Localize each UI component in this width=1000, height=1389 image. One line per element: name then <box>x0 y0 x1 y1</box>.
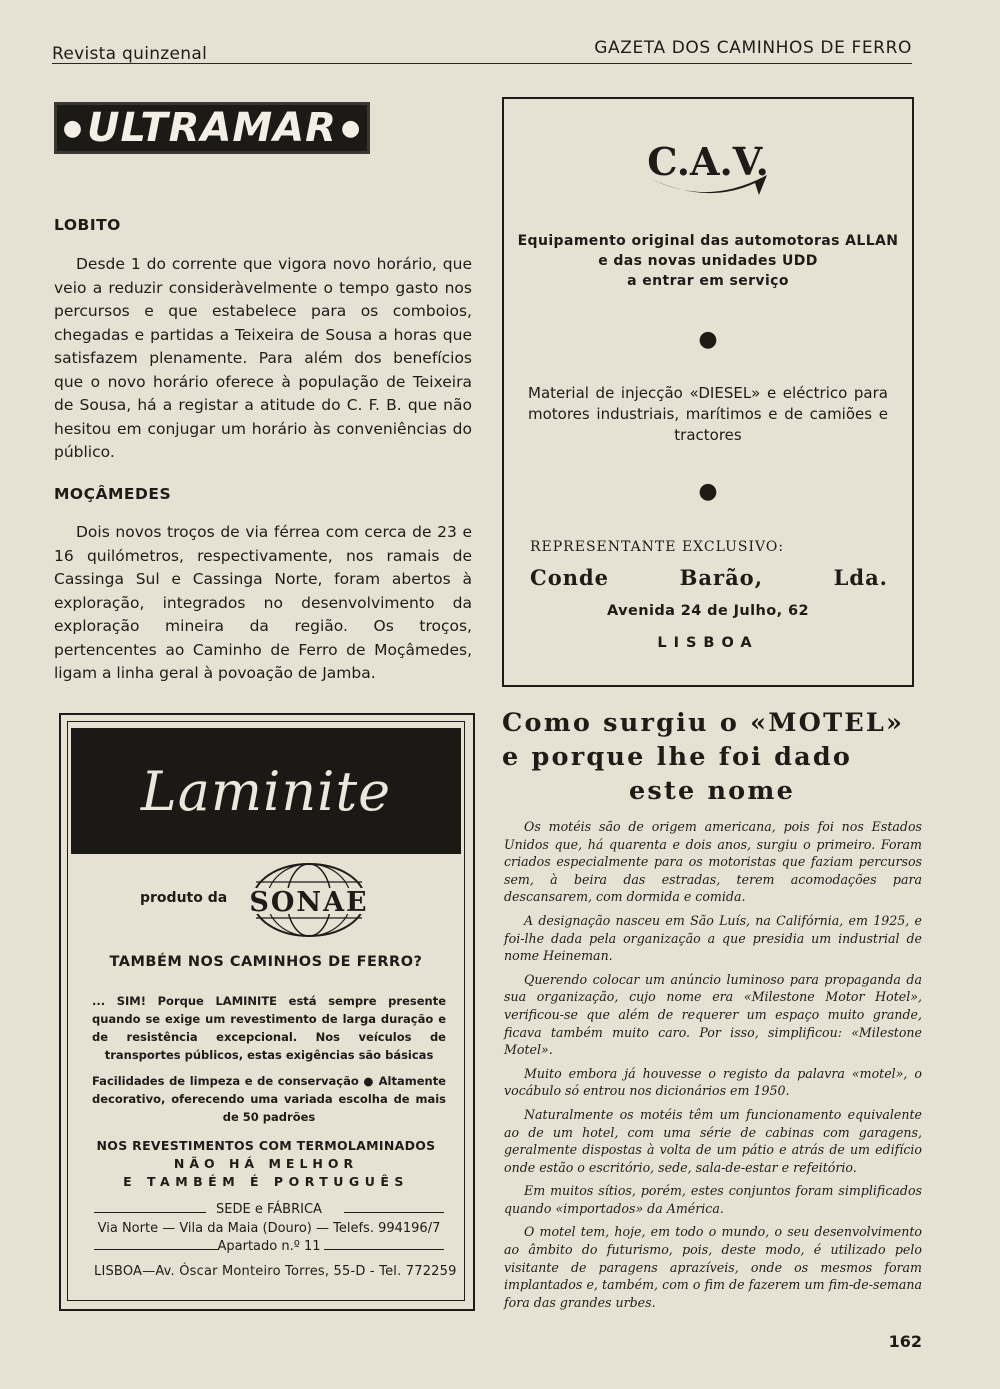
motel-article-body <box>504 818 922 1317</box>
via-norte-address: Via Norte — Vila da Maia (Douro) — Telefs. 994196/7 <box>97 1221 441 1236</box>
nos-revestimentos: NOS REVESTIMENTOS COM TERMOLAMINADOS <box>96 1138 436 1153</box>
sonae-logo-text: SONAE <box>249 887 369 918</box>
cav-logo-icon <box>643 135 773 199</box>
rep-label: REPRESENTANTE EXCLUSIVO: <box>530 539 785 555</box>
motel-paragraph: Os motéis são de origem americana, pois foi nos Estados Unidos que, há quarenta e dois anos, surgiu o primeiro. Foram criados especialmente para os motoristas que faziam percursos sem, à beira das estradas, terem acomodações para descansarem, com dormida e comida. <box>504 819 922 905</box>
lobito-article <box>54 253 472 465</box>
laminite-advertisement <box>59 713 475 1311</box>
nao-ha-melhor: NÃO HÁ MELHOR <box>173 1156 359 1171</box>
apartado: Apartado n.º 11 <box>217 1239 321 1254</box>
bullet-icon: ● <box>62 115 84 141</box>
header-rule <box>52 63 912 64</box>
mocamedes-article <box>54 521 472 686</box>
ultramar-banner-label: ULTRAMAR <box>87 105 337 151</box>
company-word: Lda. <box>833 565 888 590</box>
cav-address: Avenida 24 de Julho, 62 <box>607 603 809 619</box>
laminite-banner <box>71 728 461 854</box>
motel-title-line3: este nome <box>628 776 795 806</box>
cav-advertisement <box>502 97 914 687</box>
ultramar-banner <box>54 102 370 154</box>
company-word: Conde <box>530 565 610 590</box>
motel-title-line1: Como surgiu o «MOTEL» <box>502 708 905 738</box>
company-name <box>530 565 888 590</box>
bullet-icon: ● <box>340 115 362 141</box>
lobito-heading: LOBITO <box>54 216 121 234</box>
page-number: 162 <box>888 1332 922 1351</box>
motel-paragraph: A designação nasceu em São Luís, na Califórnia, em 1925, e foi-lhe dada pela organização a que presidia um industrial de nome Heineman. <box>504 912 922 964</box>
cav-city: LISBOA <box>657 635 759 651</box>
lobito-text: Desde 1 do corrente que vigora novo horário, que veio a reduzir consideràvelmente o tempo gasto nos percursos e que estabelece para os comboios, chegadas e partidas a Teixeira de Sousa a horas que satisfazem plenamente. Para além dos benefícios que o novo horário oferece à população de Teixeira de Sousa, há a registar a atitude do C. F. B. que não hesitou em conjugar um horário às conveniências do público. <box>54 255 472 461</box>
cav-line3: a entrar em serviço <box>627 273 789 289</box>
cav-logo-text: C.A.V. <box>647 139 769 184</box>
motel-title <box>502 706 922 808</box>
motel-title-line2: e porque lhe foi dado <box>502 742 853 772</box>
cav-logo-sub: LIMITED <box>709 182 737 189</box>
company-word: Barão, <box>679 565 764 590</box>
lisboa-address: LISBOA—Av. Óscar Monteiro Torres, 55-D - Tel. 772259 <box>94 1264 457 1279</box>
motel-paragraph: Muito embora já houvesse o registo da palavra «motel», o vocábulo só entrou nos dicionários em 1950. <box>504 1065 922 1099</box>
header-left: Revista quinzenal <box>52 44 208 64</box>
laminite-brand: Laminite <box>140 759 392 823</box>
sonae-logo <box>224 860 394 940</box>
mocamedes-text: Dois novos troços de via férrea com cerca de 23 e 16 quilómetros, respectivamente, nos ramais de Cassinga Sul e Cassinga Norte, foram abertos à exploração, integrados no desenvolvimento da exploração mineira da região. Os troços, pertencentes ao Caminho de Ferro de Moçâmedes, ligam a linha geral à povoação de Jamba. <box>54 523 472 682</box>
globe-icon <box>224 860 394 940</box>
header-right: GAZETA DOS CAMINHOS DE FERRO <box>594 38 912 58</box>
laminite-paragraph1: ... SIM! Porque LAMINITE está sempre presente quando se exige um revestimento de larga duração e de resistência excepcional. Nos veículos de transportes públicos, estas exigências são básicas <box>92 994 446 1062</box>
produto-label: produto da <box>140 890 228 906</box>
motel-paragraph: Em muitos sítios, porém, estes conjuntos foram simplificados quando «importados» da América. <box>504 1183 922 1216</box>
motel-paragraph: Naturalmente os motéis têm um funcionamento equivalente ao de um hotel, com uma série de cabinas com garagens, geralmente dispostas à volta de um pátio e atrás de um edifício onde estão o escritório, sede, sala-de-estar e refeitório. <box>504 1106 922 1175</box>
laminite-paragraph2: Facilidades de limpeza e de conservação ● Altamente decorativo, oferecendo uma variada escolha de mais de 50 padrões <box>92 1074 446 1124</box>
e-tambem-portugues: E TAMBÉM É PORTUGUÊS <box>123 1174 409 1189</box>
cav-line2: e das novas unidades UDD <box>598 253 818 269</box>
cav-logo <box>643 135 773 199</box>
cav-intro <box>504 231 912 291</box>
cav-material: Material de injecção «DIESEL» e eléctrico para motores industriais, marítimos e de camiões e tractores <box>528 384 888 444</box>
bullet-icon: ● <box>698 479 718 504</box>
bullet-icon: ● <box>698 327 718 352</box>
tambem-heading: TAMBÉM NOS CAMINHOS DE FERRO? <box>109 954 423 970</box>
sede-fabrica: SEDE e FÁBRICA <box>216 1202 322 1217</box>
laminite-inner-frame <box>67 721 465 1301</box>
motel-paragraph: O motel tem, hoje, em todo o mundo, o seu desenvolvimento ao âmbito do futurismo, pois, deste modo, é utilizado pelo visitante de paragens aprazíveis, onde os mesmos foram implantados e, também, com o fim de fazerem um fim-de-semana fora das grandes urbes. <box>504 1224 922 1310</box>
cav-line1: Equipamento original das automotoras ALLAN <box>517 233 899 249</box>
mocamedes-heading: MOÇÂMEDES <box>54 485 172 503</box>
motel-paragraph: Querendo colocar um anúncio luminoso para propaganda da sua organização, cujo nome era «Milestone Motor Hotel», verificou-se que além de requerer um espaço muito grande, ficava também muito caro. Por isso, simplificou: «Milestone Motel». <box>504 971 922 1058</box>
